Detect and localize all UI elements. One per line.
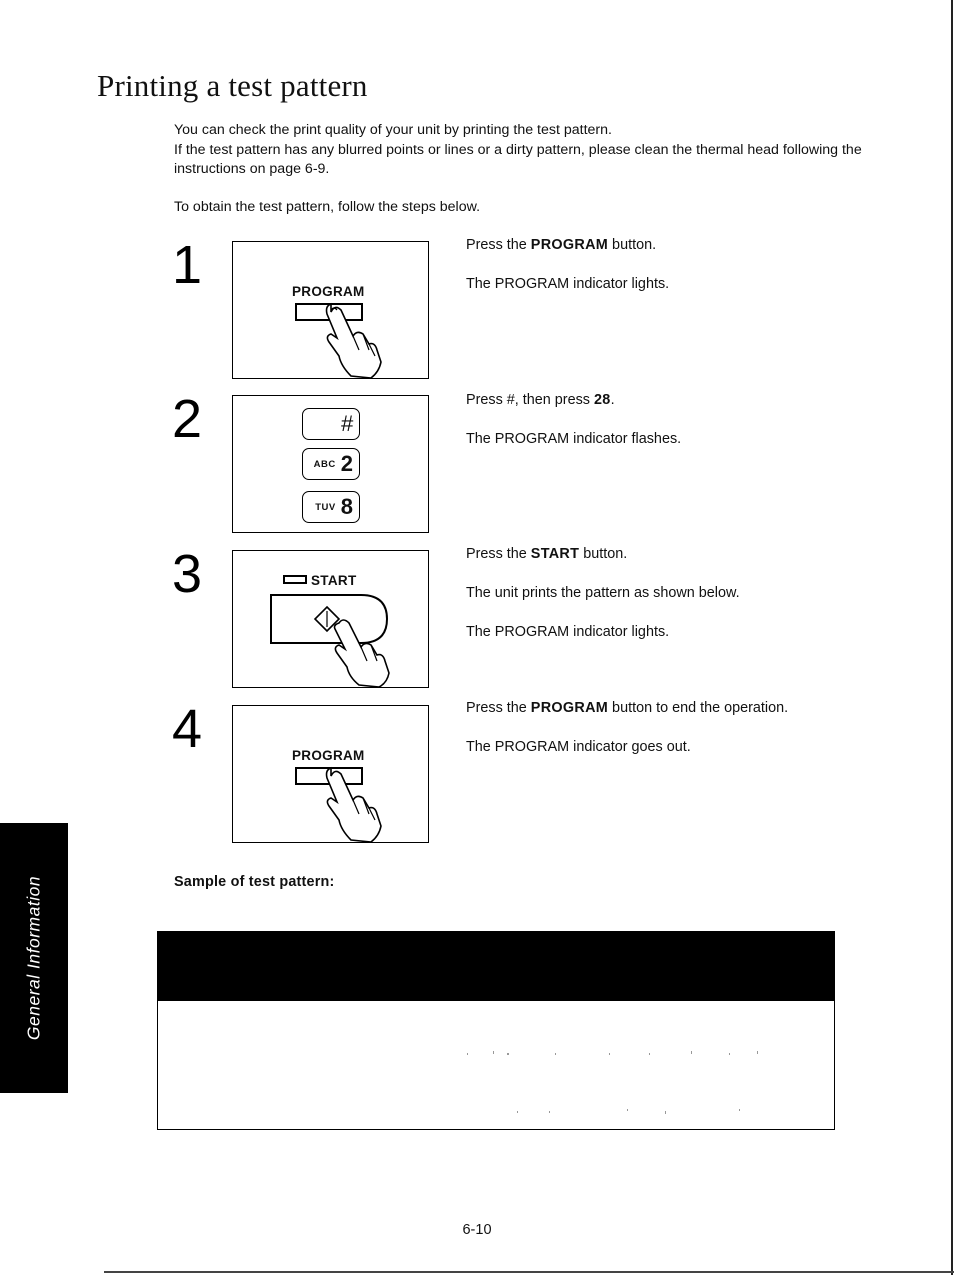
step-4-instruction [466,699,886,718]
hash-key-label: # [340,411,353,436]
page-number: 6-10 [462,1222,492,1238]
step-4-note: The PROGRAM indicator goes out. [466,739,691,755]
step-4-bold: PROGRAM [530,700,609,716]
step-1-post: button. [608,237,657,253]
start-button-icon [283,575,307,585]
step-3-instruction [466,545,886,564]
intro-text [174,121,874,180]
side-tab-label: General Information [23,875,44,1041]
step-3-note-2: The PROGRAM indicator lights. [466,624,670,640]
program-button-label: PROGRAM [292,748,365,763]
step-3-illustration [232,550,429,688]
bottom-edge-rule [104,1271,954,1273]
step-1-note: The PROGRAM indicator lights. [466,276,670,292]
step-4-number: 4 [172,699,203,759]
intro-line-2: If the test pattern has any blurred points or lines or a dirty pattern, please clean the thermal head following the instructions on page 6-9. [174,141,862,177]
step-1-pre: Press the [466,237,531,253]
step-3-text [466,545,886,662]
step-1-illustration [232,241,429,379]
step-3-note: The unit prints the pattern as shown below. [466,585,740,601]
step-2-bold: 28 [593,392,611,408]
step-2-illustration [232,395,429,533]
step-2-note: The PROGRAM indicator flashes. [466,431,682,447]
step-3-number: 3 [172,544,203,604]
test-pattern-black-band [157,931,834,1001]
finger-press-icon [291,300,391,380]
step-3-pre: Press the [466,546,531,562]
step-2-pre: Press #, then press [466,392,594,408]
key-2-letters: ABC [313,458,336,470]
step-2-instruction [466,391,886,410]
step-2-text [466,391,886,469]
obtain-instructions: To obtain the test pattern, follow the steps below. [174,199,481,215]
key-8-digit: 8 [340,494,353,519]
step-1-instruction [466,236,886,255]
page-title: Printing a test pattern [97,68,368,103]
step-3-post: button. [579,546,628,562]
step-4-text [466,699,886,777]
test-pattern-dots [157,1001,833,1129]
right-edge-rule [951,0,953,1275]
key-2 [302,448,360,480]
program-button-label: PROGRAM [292,284,365,299]
key-2-digit: 2 [340,451,353,476]
start-key-illustration [269,593,399,687]
step-1-number: 1 [172,235,203,295]
step-4-pre: Press the [466,700,531,716]
intro-line-1: You can check the print quality of your unit by printing the test pattern. [174,122,612,138]
finger-press-icon [291,764,391,844]
key-8 [302,491,360,523]
step-2-number: 2 [172,389,203,449]
step-2-post: . [610,392,615,408]
step-1-bold: PROGRAM [530,237,609,253]
step-4-illustration [232,705,429,843]
hash-key [302,408,360,440]
section-side-tab [0,823,68,1093]
step-4-post: button to end the operation. [608,700,789,716]
step-3-bold: START [530,546,580,562]
start-button-label: START [311,573,357,588]
sample-label: Sample of test pattern: [174,874,335,890]
key-8-letters: TUV [315,501,336,513]
step-1-text [466,236,886,314]
